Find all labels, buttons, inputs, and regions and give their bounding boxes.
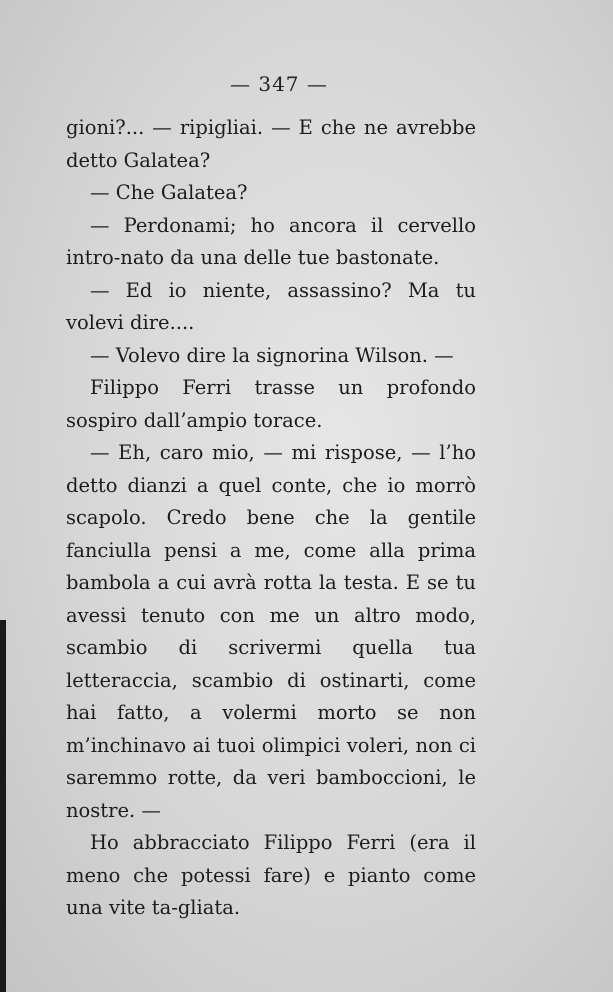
paragraph: Filippo Ferri trasse un profondo sospiro dall’ampio torace. [66, 376, 476, 432]
paragraph: Ho abbracciato Filippo Ferri (era il meno che potessi fare) e pianto come una vite ta-gliata. [66, 831, 476, 919]
page-number: — 347 — [230, 72, 328, 96]
paragraph: — Che Galatea? [90, 181, 248, 204]
paragraph: — Ed io niente, assassino? Ma tu volevi dire.... [66, 278, 476, 334]
paragraph: gioni?... — ripigliai. — E che ne avrebbe detto Galatea? [66, 116, 476, 172]
paragraph: — Eh, caro mio, — mi rispose, — l’ho detto dianzi a quel conte, che io morrò scapolo. Credo bene che la gentile fanciulla pensi a me, come alla prima bambola a cui avrà rotta la testa. E se tu avessi tenuto con me un altro modo, scambio di scrivermi quella tua letteraccia, scambio di ostinarti, come hai fatto, a volermi morto se non m’inchinavo ai tuoi olimpici voleri, non ci saremmo rotte, da veri bamboccioni, le nostre. — [66, 441, 476, 822]
paragraph: — Perdonami; ho ancora il cervello intro-nato da una delle tue bastonate. [66, 213, 476, 269]
body-text [66, 112, 476, 925]
paragraph: — Volevo dire la signorina Wilson. — [90, 343, 454, 367]
page-edge-shadow [0, 620, 6, 992]
